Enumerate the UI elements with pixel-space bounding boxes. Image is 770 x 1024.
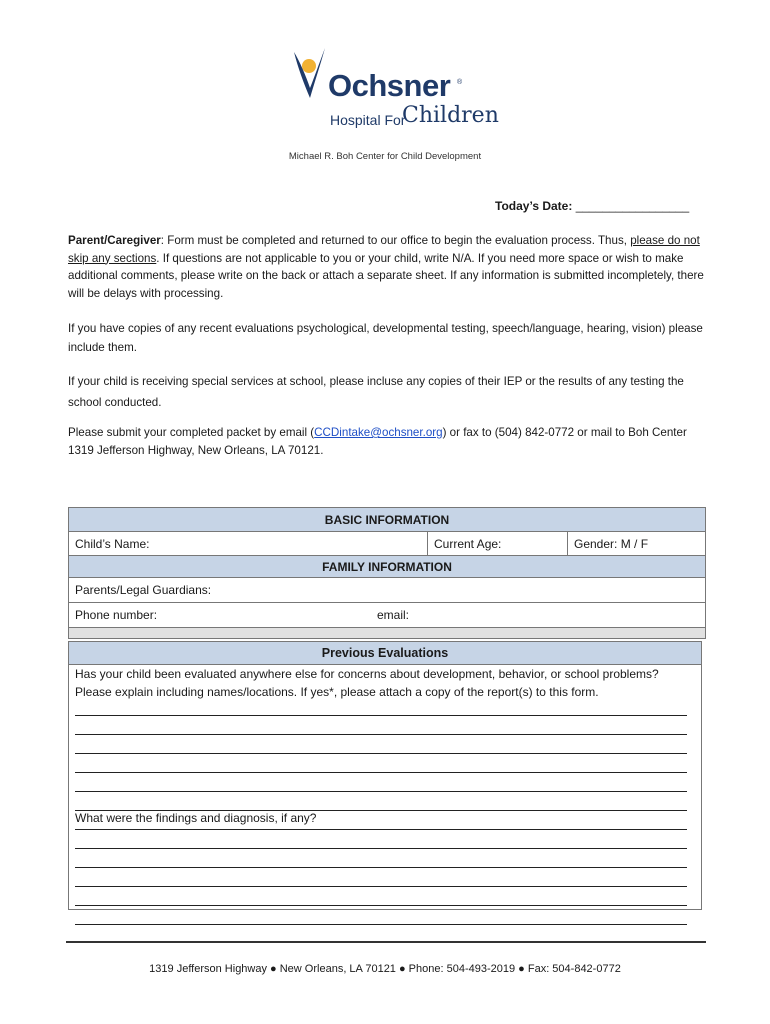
logo-children: Children [402,103,499,128]
phone-label: Phone number: [75,608,158,622]
gender-field[interactable] [567,532,705,555]
answer-line[interactable] [75,886,687,887]
child-info-row [69,532,705,556]
basic-information-header: BASIC INFORMATION [69,508,705,532]
intro-p4-text-b: ) or fax to (504) 842-0772 or mail to Boh Center 1319 Jefferson Highway, New Orleans, LA 70121. [68,426,687,457]
logo-hospital-for: Hospital For [330,112,406,128]
findings-question: What were the findings and diagnosis, if any? [75,811,317,825]
footer-divider [66,941,706,943]
intro-paragraph-3: If your child is receiving special services at school, please incluse any copies of their IEP or the results of any testing the school conducted. [68,375,684,409]
phone-field[interactable] [69,603,369,627]
intro-p1-text-b: . If questions are not applicable to you or your child, write N/A. If you need more space or wish to make additional comments, please write on the back or attach a separate sheet. If any information is submitted incompletely, there will be delays with processing. [68,251,704,300]
do-not-skip-text: please do not skip any sections [68,234,700,265]
childs-name-field[interactable] [69,532,427,555]
answer-line[interactable] [75,734,687,735]
parents-label: Parents/Legal Guardians: [75,583,212,597]
current-age-label: Current Age: [434,536,502,551]
family-information-header: FAMILY INFORMATION [69,556,705,578]
parents-row [69,578,705,603]
answer-line[interactable] [75,791,687,792]
spacer-row [69,628,705,638]
logo-registered: ® [457,79,463,86]
answer-line[interactable] [75,772,687,773]
previous-evaluations-section [68,641,702,910]
answer-line[interactable] [75,924,687,925]
todays-date-field[interactable] [495,199,689,213]
intro-paragraph-4 [68,424,708,459]
childs-name-label: Child’s Name: [75,536,150,551]
email-field[interactable] [371,603,705,627]
logo-wordmark: Ochsner [328,68,451,103]
ochsner-figure-icon [292,46,328,106]
answer-line[interactable] [75,848,687,849]
intro-paragraph-1 [68,232,708,302]
contact-row [69,603,705,628]
intake-email-link[interactable]: CCDintake@ochsner.org [314,426,443,439]
footer-contact: 1319 Jefferson Highway ● New Orleans, LA 70121 ● Phone: 504-493-2019 ● Fax: 504-842-0772 [149,963,621,975]
previous-evaluations-header: Previous Evaluations [69,642,701,665]
parent-caregiver-label: Parent/Caregiver [68,234,161,247]
ochsner-logo [292,46,499,136]
basic-information-table [68,507,706,639]
answer-line[interactable] [75,715,687,716]
answer-line[interactable] [75,905,687,906]
answer-line[interactable] [75,829,687,830]
todays-date-blank[interactable]: _________________ [575,199,690,213]
answer-line[interactable] [75,753,687,754]
intro-p1-text-a: : Form must be completed and returned to our office to begin the evaluation process. Thus, [160,234,631,247]
email-label: email: [377,608,410,622]
intro-p4-text-a: Please submit your completed packet by email ( [68,426,315,439]
parents-field[interactable] [69,578,705,602]
gender-label: Gender: M / F [574,536,649,551]
answer-line[interactable] [75,867,687,868]
current-age-field[interactable] [427,532,567,555]
todays-date-label: Today’s Date: [495,199,573,213]
intro-paragraph-2: If you have copies of any recent evaluations psychological, developmental testing, speech/language, hearing, vision) please include them. [68,322,703,354]
center-name: Michael R. Boh Center for Child Development [288,151,482,162]
previous-evaluations-question: Has your child been evaluated anywhere else for concerns about development, behavior, or school problems? Please explain including names/locations. If yes*, please attach a copy of the report(s) to this form. [75,667,659,699]
